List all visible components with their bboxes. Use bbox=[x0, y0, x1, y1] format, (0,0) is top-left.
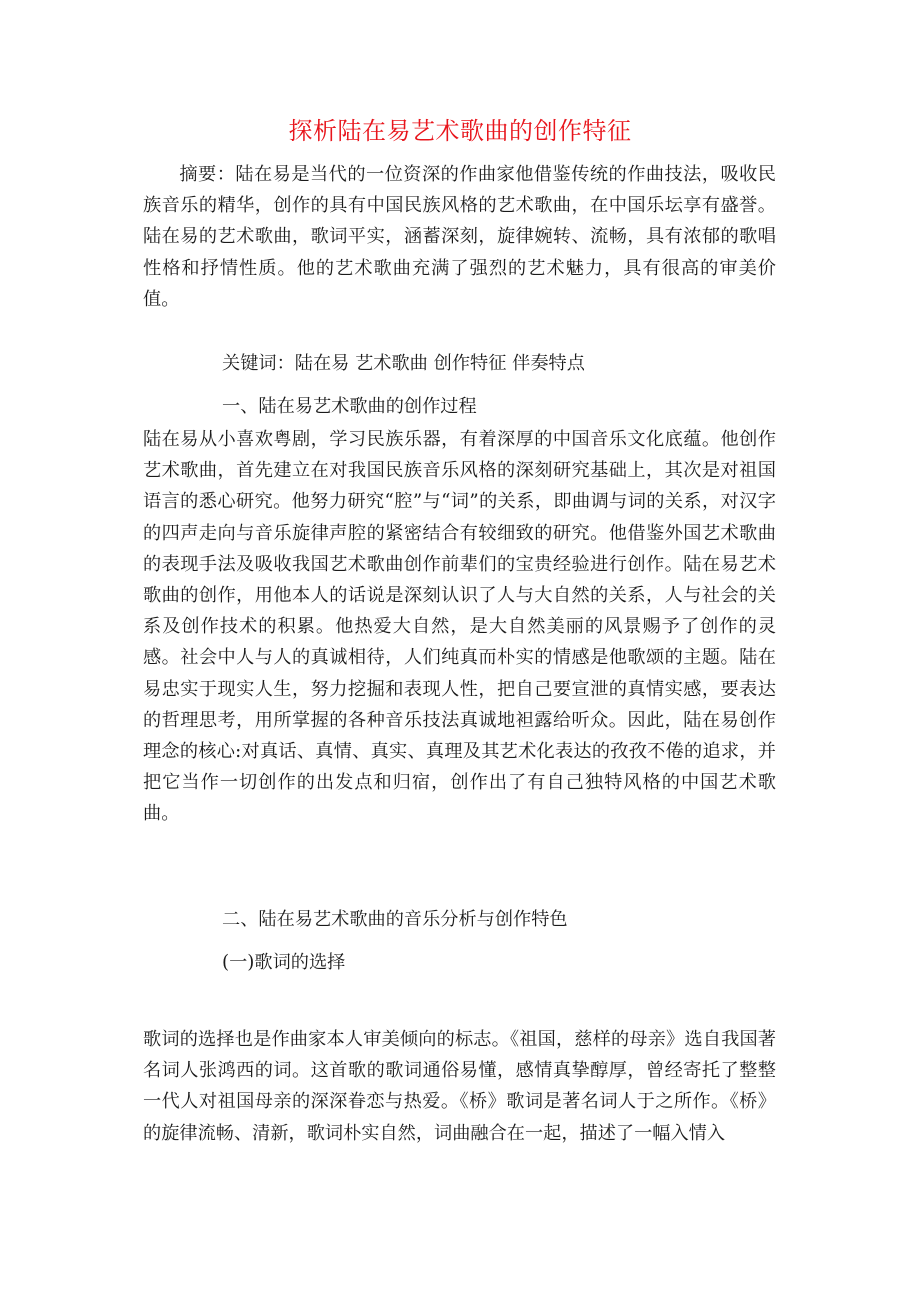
section-1-heading: 一、陆在易艺术歌曲的创作过程 bbox=[222, 396, 477, 417]
keywords-line: 关键词：陆在易 艺术歌曲 创作特征 伴奏特点 bbox=[222, 353, 585, 374]
document-title: 探析陆在易艺术歌曲的创作特征 bbox=[288, 117, 632, 145]
section-1-paragraph: 陆在易从小喜欢粤剧，学习民族乐器，有着深厚的中国音乐文化底蕴。他创作艺术歌曲，首先建立在对我国民族音乐风格的深刻研究基础上，其次是对祖国语言的悉心研究。他努力研究“腔”与“词”的关系，即曲调与词的关系，对汉字的四声走向与音乐旋律声腔的紧密结合有较细致的研究。他借鉴外国艺术歌曲的表现手法及吸收我国艺术歌曲创作前辈们的宝贵经验进行创作。陆在易艺术歌曲的创作，用他本人的话说是深刻认识了人与大自然的关系，人与社会的关系及创作技术的积累。他热爱大自然，是大自然美丽的风景赐予了创作的灵感。社会中人与人的真诚相待，人们纯真而朴实的情感是他歌颂的主题。陆在易忠实于现实人生，努力挖掘和表现人性，把自己要宣泄的真情实感，要表达的哲理思考，用所掌握的各种音乐技法真诚地袒露给听众。因此，陆在易创作理念的核心:对真话、真情、真实、真理及其艺术化表达的孜孜不倦的追求，并把它当作一切创作的出发点和归宿，创作出了有自己独特风格的中国艺术歌曲。 bbox=[143, 429, 776, 825]
subsection-1-paragraph: 歌词的选择也是作曲家本人审美倾向的标志。《祖国，慈样的母亲》选自我国著名词人张鸿西的词。这首歌的歌词通俗易懂，感情真挚醇厚，曾经寄托了整整一代人对祖国母亲的深深眷恋与热爱。《桥》歌词是著名词人于之所作。《桥》的旋律流畅、清新，歌词朴实自然，词曲融合在一起，描述了一幅入情入 bbox=[143, 1029, 776, 1144]
subsection-1-heading: (一)歌词的选择 bbox=[222, 952, 346, 973]
abstract-paragraph: 摘要：陆在易是当代的一位资深的作曲家他借鉴传统的作曲技法，吸收民族音乐的精华，创作的具有中国民族风格的艺术歌曲，在中国乐坛享有盛誉。陆在易的艺术歌曲，歌词平实，涵蓄深刻，旋律婉转、流畅，具有浓郁的歌唱性格和抒情性质。他的艺术歌曲充满了强烈的艺术魅力，具有很高的审美价值。 bbox=[143, 164, 776, 310]
section-2-heading: 二、陆在易艺术歌曲的音乐分析与创作特色 bbox=[222, 909, 568, 930]
